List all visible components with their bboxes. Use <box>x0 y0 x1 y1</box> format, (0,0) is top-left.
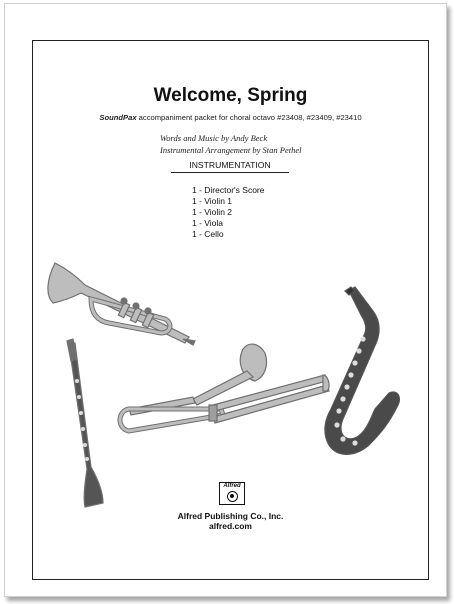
alfred-logo-icon <box>219 482 245 505</box>
credit-arrangement: Instrumental Arrangement by Stan Pethel <box>160 144 302 155</box>
subtitle-brand: SoundPax <box>99 113 137 122</box>
trombone-icon <box>120 344 329 431</box>
saxophone-icon <box>325 287 400 454</box>
list-item: 1 - Violin 1 <box>192 196 233 206</box>
clarinet-icon <box>67 339 103 507</box>
trumpet-icon <box>48 263 195 345</box>
publisher-name: Alfred Publishing Co., Inc. <box>177 511 284 521</box>
cover-frame <box>32 40 429 580</box>
publisher-info <box>33 511 428 531</box>
cover-page <box>4 3 447 597</box>
list-item: 1 - Director's Score <box>192 185 265 195</box>
page-title: Welcome, Spring <box>153 85 308 106</box>
list-item: 1 - Violin 2 <box>192 207 233 217</box>
list-item: 1 - Cello <box>192 229 224 239</box>
subtitle-text: accompaniment packet for choral octavo #23408, #23409, #23410 <box>136 113 362 122</box>
publisher-site: alfred.com <box>209 521 252 531</box>
logo-mark <box>227 491 238 502</box>
logo-wordmark: Alfred <box>223 483 241 489</box>
instrumentation-heading: INSTRUMENTATION <box>171 160 289 173</box>
list-item: 1 - Viola <box>192 218 224 228</box>
credit-words-music: Words and Music by Andy Beck <box>160 133 268 143</box>
